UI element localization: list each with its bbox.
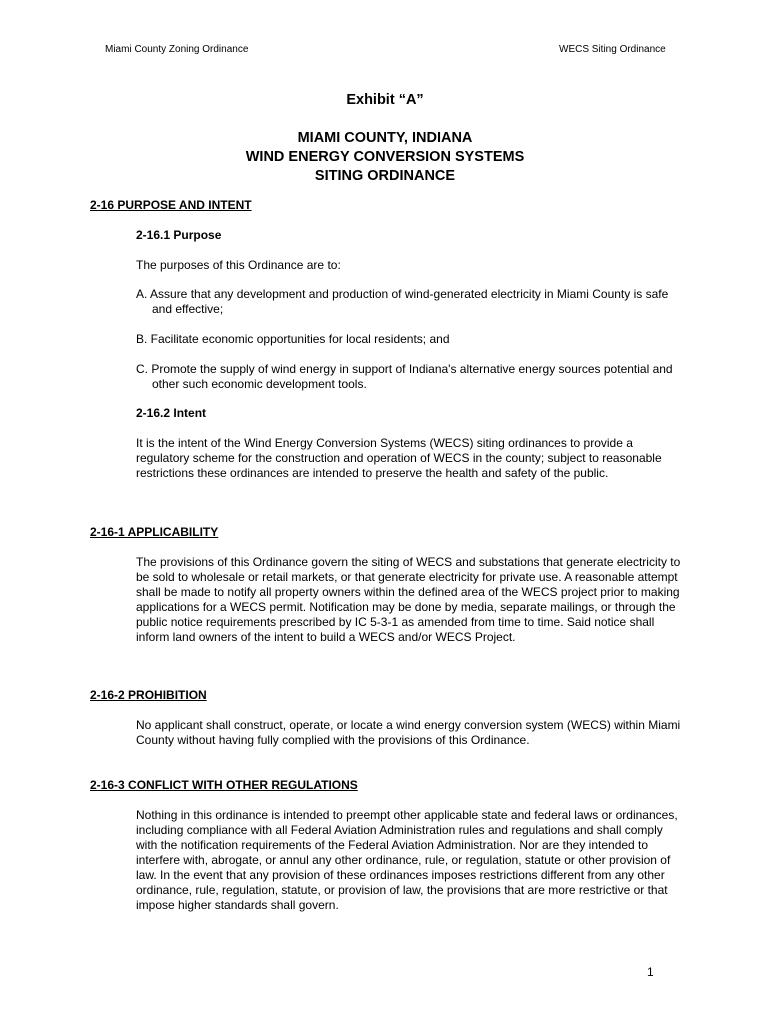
title-line-2: WIND ENERGY CONVERSION SYSTEMS bbox=[245, 149, 525, 165]
section-heading-prohibition: 2-16-2 PROHIBITION bbox=[90, 688, 207, 702]
purpose-item-b: B. Facilitate economic opportunities for local residents; and bbox=[136, 332, 450, 346]
purpose-item-c: C. Promote the supply of wind energy in support of Indiana's alternative energy sources potential and other such economic development tools. bbox=[136, 362, 673, 391]
applicability-paragraph: The provisions of this Ordinance govern the siting of WECS and substations that generate electricity to be sold to wholesale or retail markets, or that generate electricity for private use. A reasonable attempt shall be made to notify all property owners within the defined area of the WECS project prior to making applications for a WECS permit. Notification may be done by media, separate mailings, or through the public notice requirements prescribed by IC 5-3-1 as amended from time to time. Said notice shall inform land owners of the intent to build a WECS and/or WECS Project. bbox=[136, 555, 681, 644]
title-line-3: SITING ORDINANCE bbox=[314, 168, 456, 184]
page-number: 1 bbox=[647, 965, 654, 979]
document-title bbox=[0, 129, 770, 186]
section-heading-applicability: 2-16-1 APPLICABILITY bbox=[90, 525, 219, 539]
conflict-paragraph: Nothing in this ordinance is intended to preempt other applicable state and federal laws or ordinances, including compliance with all Federal Aviation Administration rules and regulations and shall comply with the notification requirements of the Federal Aviation Administration. Nor are they intended to interfere with, abrogate, or annul any other ordinance, rule, or regulation, statute or other provision of law. In the event that any provision of these ordinances imposes restrictions different from any other ordinance, rule, regulation, statute, or provision of law, the provisions that are more restrictive or that impose higher standards shall govern. bbox=[136, 808, 678, 912]
section-heading-purpose-intent: 2-16 PURPOSE AND INTENT bbox=[90, 198, 252, 212]
exhibit-title: Exhibit “A” bbox=[346, 92, 424, 108]
header-right: WECS Siting Ordinance bbox=[559, 44, 666, 55]
intent-paragraph: It is the intent of the Wind Energy Conversion Systems (WECS) siting ordinances to provide a regulatory scheme for the construction and operation of WECS in the county; subject to reasonable restrictions these ordinances are intended to preserve the health and safety of the public. bbox=[136, 436, 662, 480]
purpose-intro: The purposes of this Ordinance are to: bbox=[136, 258, 341, 272]
title-line-1: MIAMI COUNTY, INDIANA bbox=[297, 130, 473, 146]
prohibition-paragraph: No applicant shall construct, operate, or locate a wind energy conversion system (WECS) within Miami County without having fully complied with the provisions of this Ordinance. bbox=[136, 718, 681, 747]
purpose-item-a: A. Assure that any development and production of wind-generated electricity in Miami County is safe and effective; bbox=[136, 287, 669, 316]
header-left: Miami County Zoning Ordinance bbox=[105, 44, 249, 55]
subsection-heading-intent: 2-16.2 Intent bbox=[136, 406, 207, 420]
subsection-heading-purpose: 2-16.1 Purpose bbox=[136, 228, 222, 242]
section-heading-conflict: 2-16-3 CONFLICT WITH OTHER REGULATIONS bbox=[90, 778, 358, 792]
